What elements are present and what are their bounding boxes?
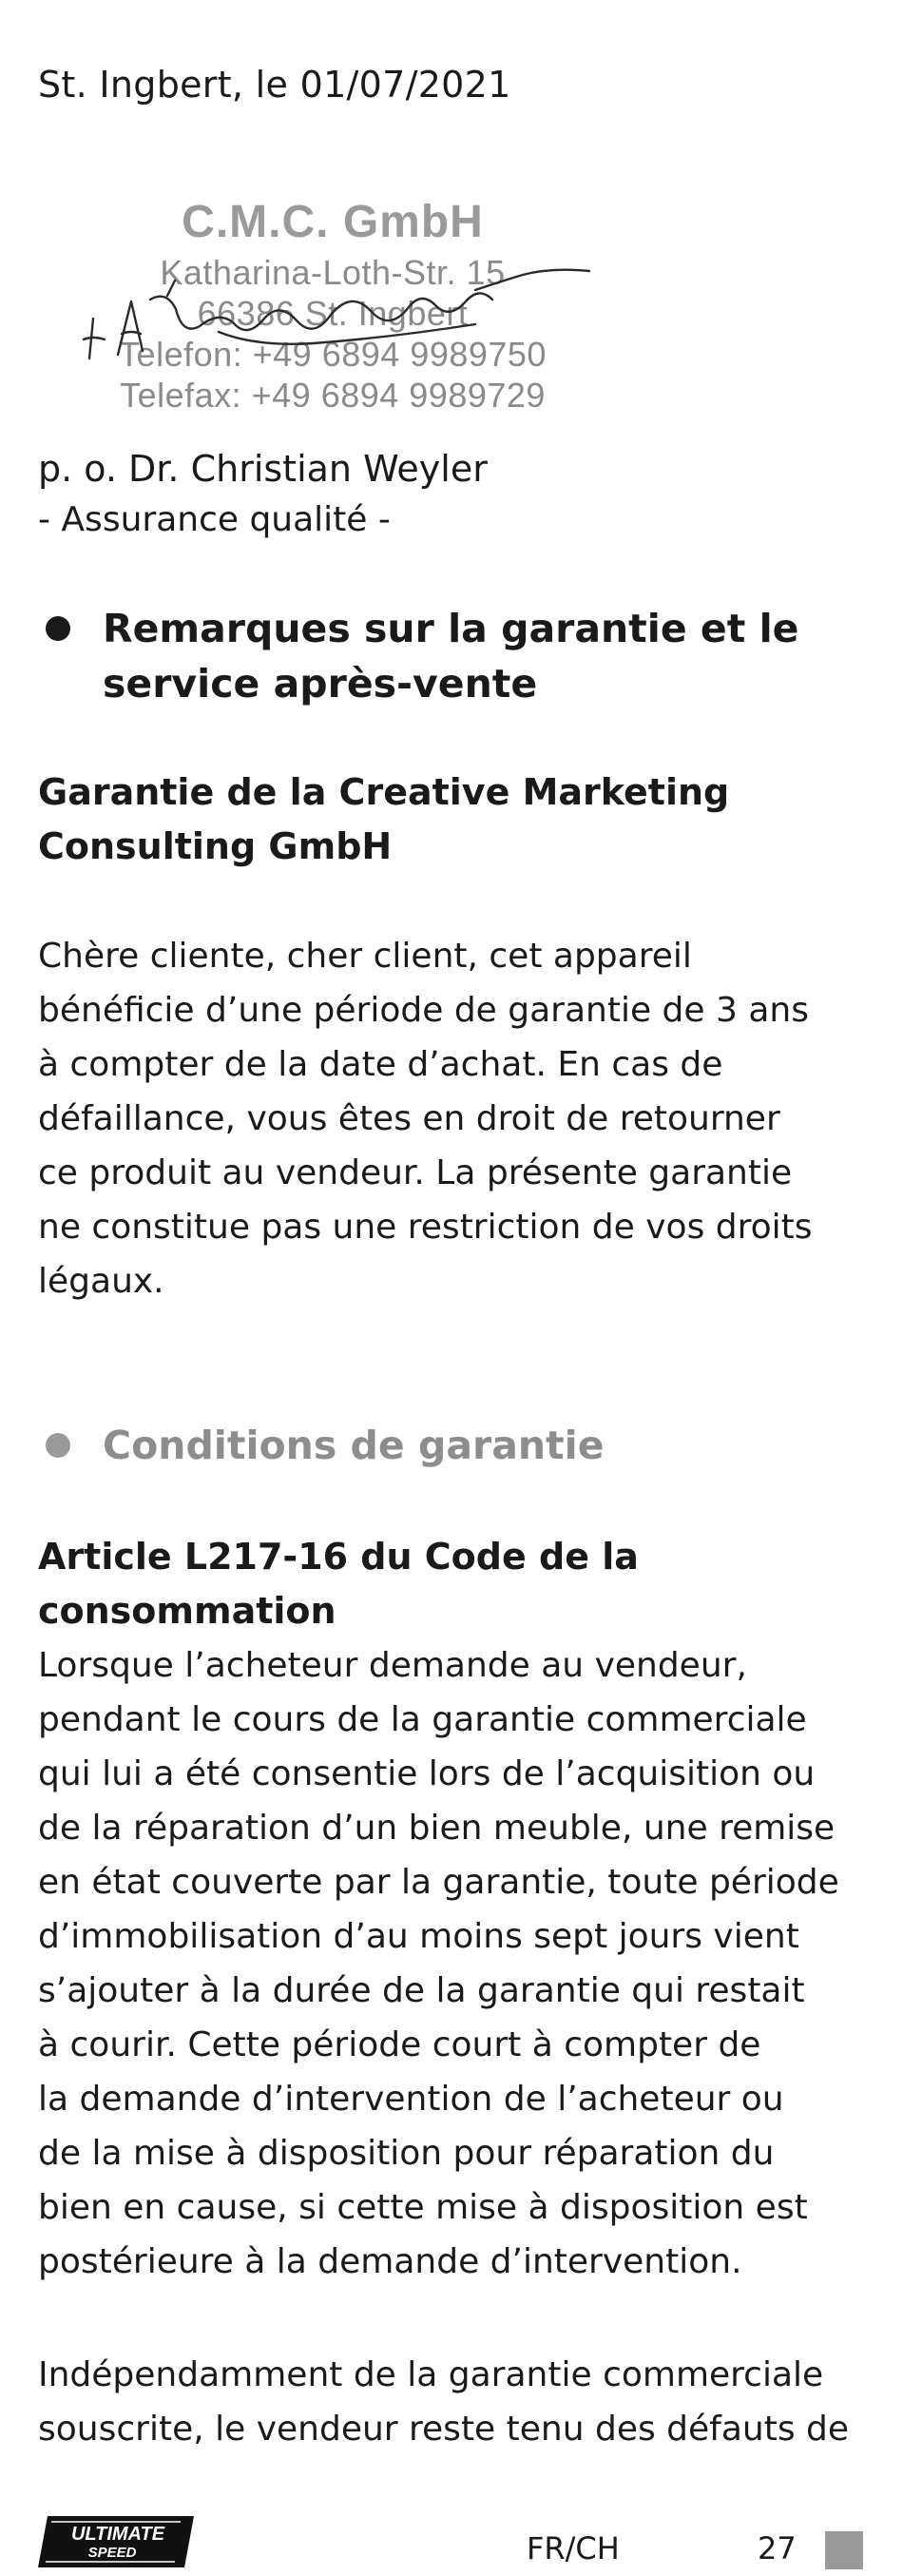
footer-language-code: FR/CH xyxy=(527,2530,620,2566)
bullet-icon xyxy=(46,1433,70,1458)
paragraph-line: Indépendamment de la garantie commerciale xyxy=(38,2355,824,2394)
paragraph-line: Chère cliente, cher client, cet appareil xyxy=(38,937,692,976)
signer-block xyxy=(38,443,488,546)
paragraph-line: de la réparation d’un bien meuble, une remise xyxy=(38,1809,836,1848)
signer-name: p. o. Dr. Christian Weyler xyxy=(38,448,488,490)
logo-text-speed: SPEED xyxy=(87,2545,137,2561)
paragraph-line: en état couverte par la garantie, toute période xyxy=(38,1863,839,1902)
paragraph-line: légaux. xyxy=(38,1262,164,1301)
subheading-cmc-warranty: Garantie de la Creative Marketing Consulting GmbH xyxy=(38,771,730,867)
paragraph-line: Lorsque l’acheteur demande au vendeur, xyxy=(38,1646,747,1685)
section-heading-text: Conditions de garantie xyxy=(103,1423,605,1468)
footer-page-marker xyxy=(825,2531,863,2569)
signer-department: - Assurance qualité - xyxy=(38,500,391,539)
subheading-article: Article L217-16 du Code de la consommation xyxy=(38,1536,639,1632)
paragraph-line: à compter de la date d’achat. En cas de xyxy=(38,1045,723,1084)
warranty-paragraph xyxy=(38,929,865,1308)
handwritten-signature xyxy=(76,252,608,366)
logo-text-ultimate: ULTIMATE xyxy=(70,2524,165,2545)
bullet-icon xyxy=(46,616,70,641)
footer-page-number: 27 xyxy=(758,2530,797,2566)
paragraph-line: ce produit au vendeur. La présente garantie xyxy=(38,1153,793,1192)
stamp-company: C.M.C. GmbH xyxy=(182,197,484,247)
date-line: St. Ingbert, le 01/07/2021 xyxy=(38,64,511,106)
paragraph-line: ne constitue pas une restriction de vos droits xyxy=(38,1208,813,1247)
paragraph-line: bien en cause, si cette mise à disposition est xyxy=(38,2188,808,2227)
paragraph-line: souscrite, le vendeur reste tenu des défauts de xyxy=(38,2410,850,2449)
paragraph-line: d’immobilisation d’au moins sept jours vient xyxy=(38,1917,799,1956)
ultimate-speed-logo xyxy=(38,2514,194,2569)
paragraph-line: qui lui a été consentie lors de l’acquisition ou xyxy=(38,1754,816,1793)
paragraph-line: la demande d’intervention de l’acheteur ou xyxy=(38,2080,784,2119)
paragraph-line: s’ajouter à la durée de la garantie qui restait xyxy=(38,1971,805,2010)
stamp-city: 66386 St. Ingbert xyxy=(197,294,469,333)
stamp-phone: Telefon: +49 6894 9989750 xyxy=(119,335,547,374)
paragraph-line: pendant le cours de la garantie commerciale xyxy=(38,1700,807,1739)
stamp-fax: Telefax: +49 6894 9989729 xyxy=(120,376,546,415)
article-paragraph xyxy=(38,1638,865,2289)
paragraph-line: de la mise à disposition pour réparation du xyxy=(38,2134,775,2173)
paragraph-line: postérieure à la demande d’intervention. xyxy=(38,2242,742,2281)
stamp-street: Katharina-Loth-Str. 15 xyxy=(160,253,506,292)
paragraph-line: bénéficie d’une période de garantie de 3 ans xyxy=(38,991,809,1030)
commercial-warranty-paragraph xyxy=(38,2348,865,2456)
paragraph-line: à courir. Cette période court à compter de xyxy=(38,2025,761,2064)
section-heading-text: Remarques sur la garantie et le service après-vente xyxy=(103,606,799,707)
paragraph-line: défaillance, vous êtes en droit de retourner xyxy=(38,1099,780,1138)
